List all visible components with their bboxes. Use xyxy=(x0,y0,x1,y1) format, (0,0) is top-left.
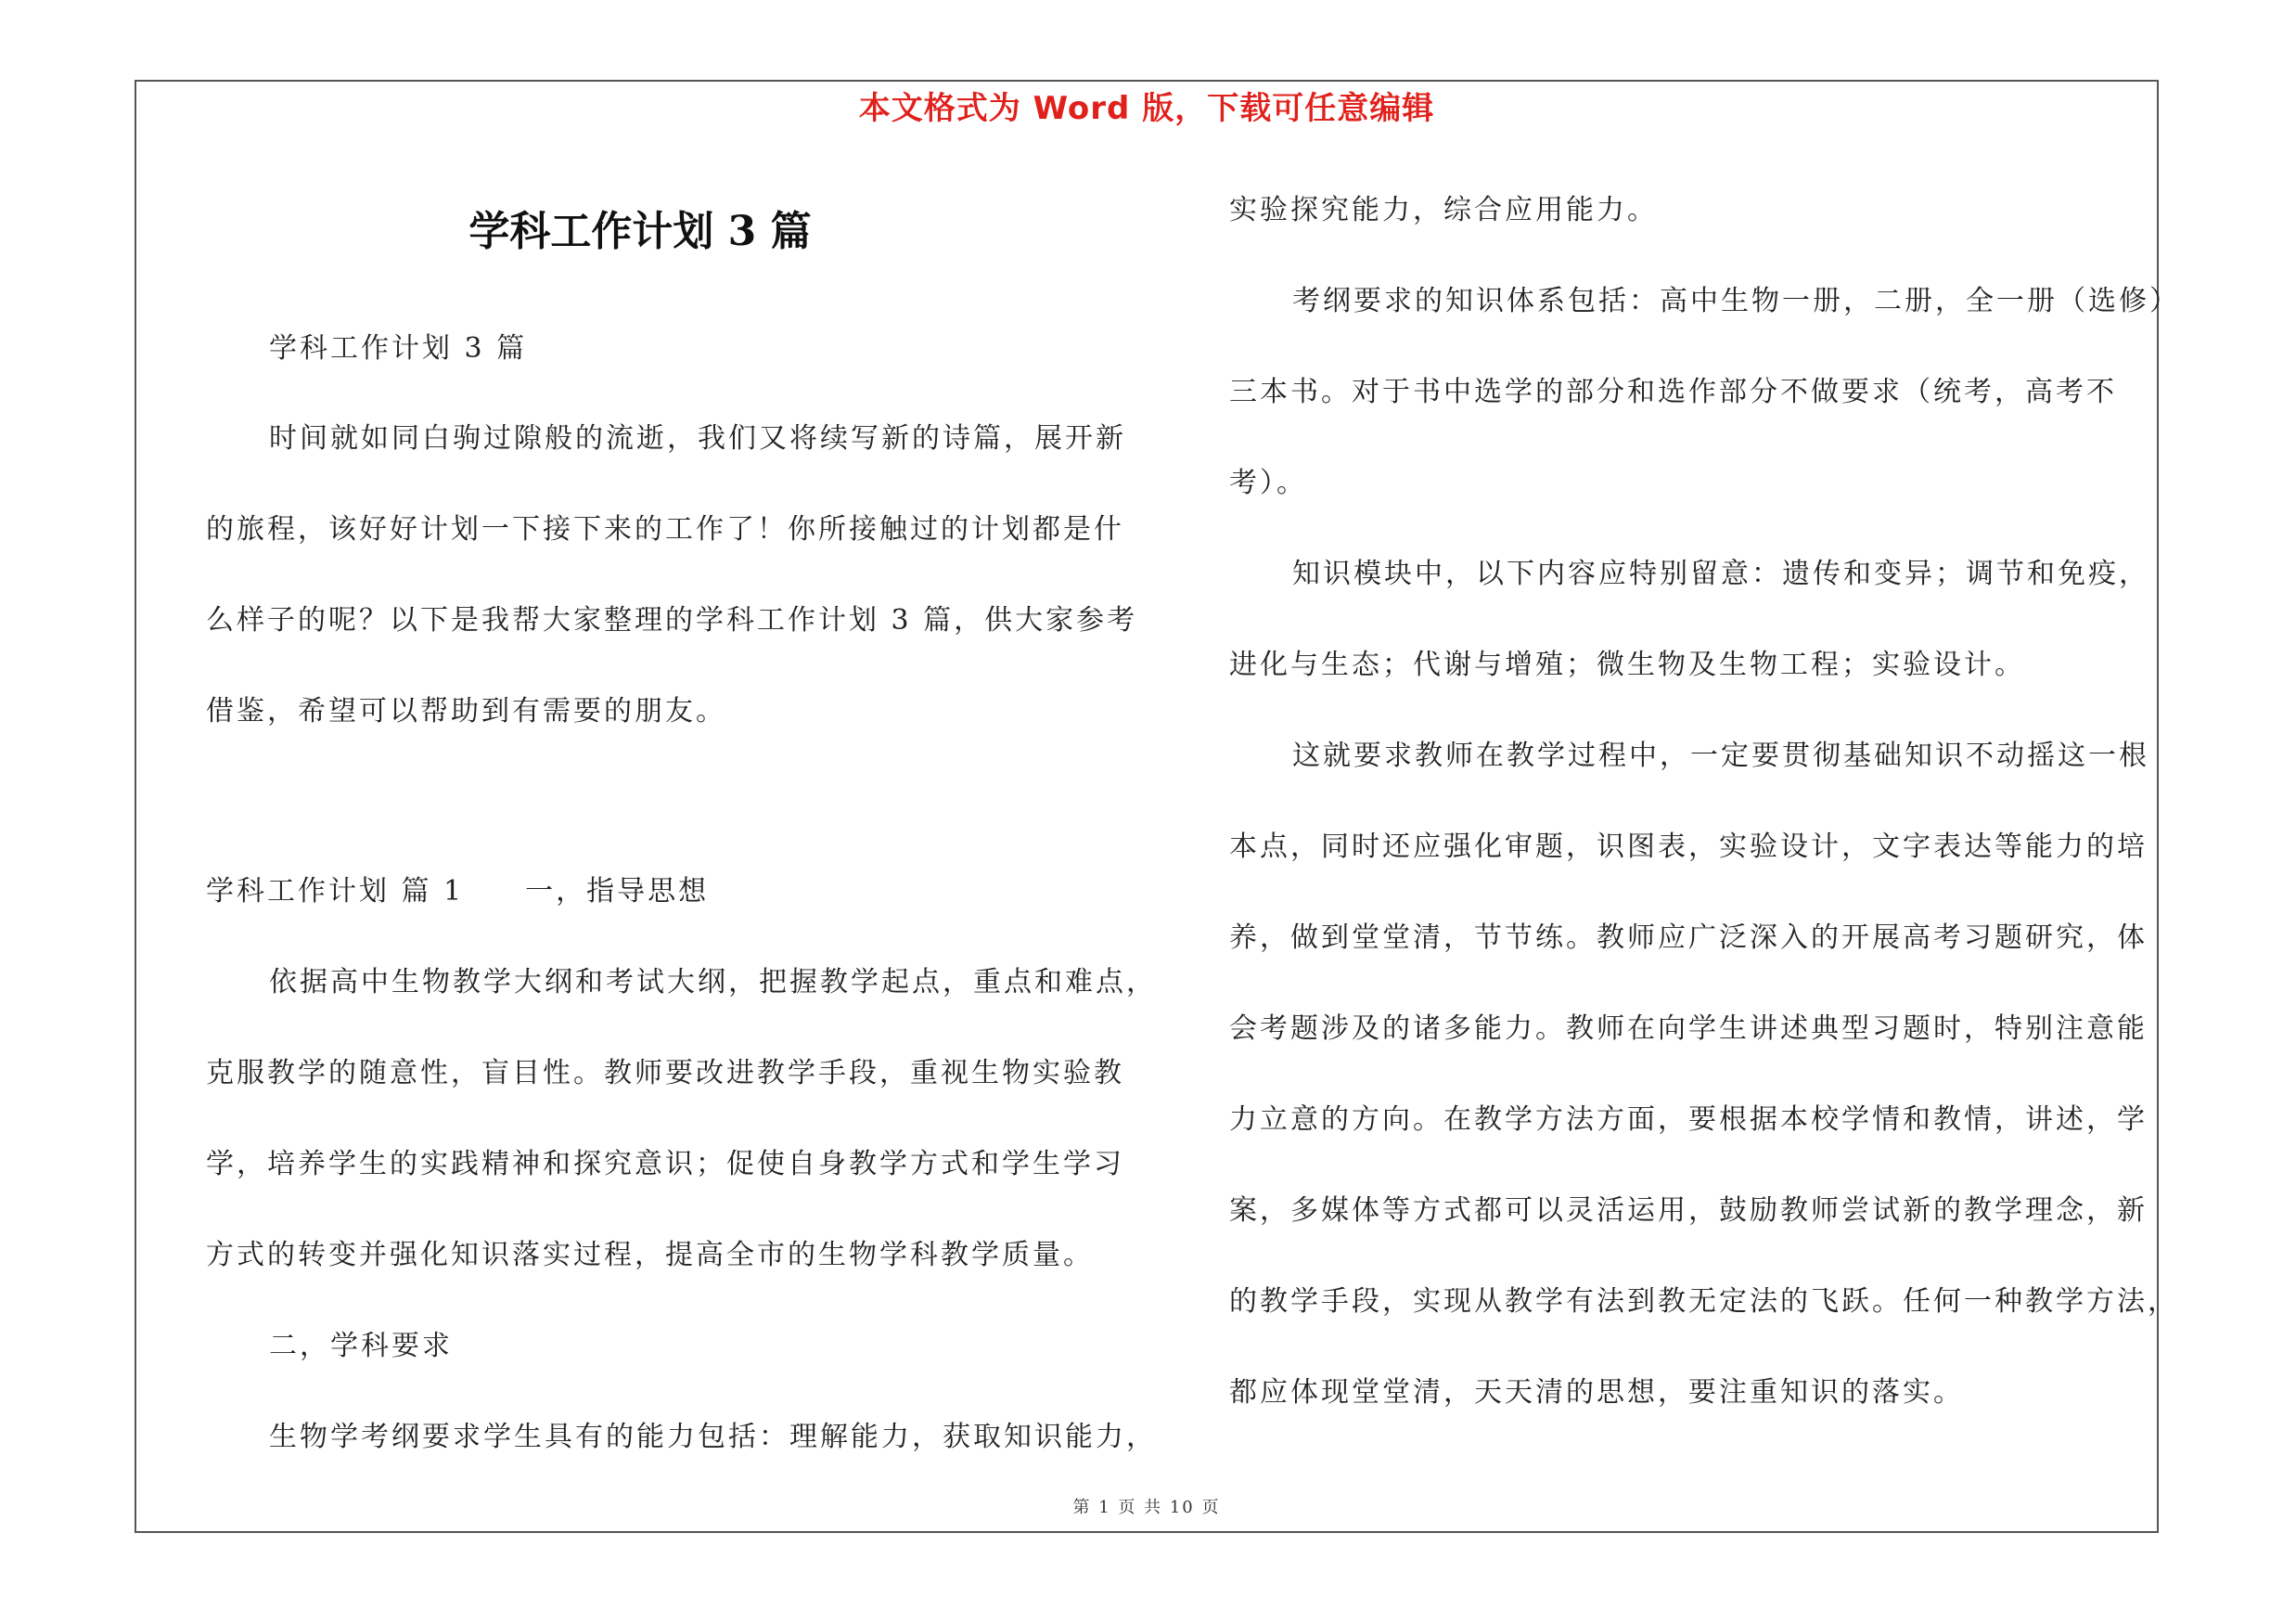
text-line: 学，培养学生的实践精神和探究意识；促使自身教学方式和学生学习 xyxy=(206,1148,1124,1180)
section-heading: 二，学科要求 xyxy=(269,1330,453,1362)
text-line: 学科工作计划 3 篇 xyxy=(269,332,528,365)
text-line: 的教学手段，实现从教学有法到教无定法的飞跃。任何一种教学方法， xyxy=(1229,1285,2178,1318)
text-line: 进化与生态；代谢与增殖；微生物及生物工程；实验设计。 xyxy=(1229,649,2025,681)
text-line: 知识模块中，以下内容应特别留意：遗传和变异；调节和免疫， xyxy=(1292,558,2149,590)
text-line: 么样子的呢？以下是我帮大家整理的学科工作计划 3 篇，供大家参考 xyxy=(206,604,1138,637)
text-line: 力立意的方向。在教学方法方面，要根据本校学情和教情，讲述，学 xyxy=(1229,1103,2148,1136)
page-number: 第 1 页 共 10 页 xyxy=(1072,1498,1221,1517)
text-line: 的旅程，该好好计划一下接下来的工作了！你所接触过的计划都是什 xyxy=(206,513,1124,546)
text-line: 三本书。对于书中选学的部分和选作部分不做要求（统考，高考不 xyxy=(1229,376,2117,408)
section-heading: 学科工作计划 篇 1 一，指导思想 xyxy=(206,875,710,908)
text-line: 克服教学的随意性，盲目性。教师要改进教学手段，重视生物实验教 xyxy=(206,1057,1124,1089)
text-line: 借鉴，希望可以帮助到有需要的朋友。 xyxy=(206,695,726,728)
text-line: 实验探究能力，综合应用能力。 xyxy=(1229,194,1658,226)
text-line: 方式的转变并强化知识落实过程，提高全市的生物学科教学质量。 xyxy=(206,1239,1094,1271)
document-title: 学科工作计划 3 篇 xyxy=(468,208,812,255)
text-line: 生物学考纲要求学生具有的能力包括：理解能力，获取知识能力， xyxy=(269,1421,1157,1453)
text-line: 时间就如同白驹过隙般的流逝，我们又将续写新的诗篇，展开新 xyxy=(269,422,1126,455)
text-line: 本点，同时还应强化审题，识图表，实验设计，文字表达等能力的培 xyxy=(1229,831,2148,863)
text-line: 养，做到堂堂清，节节练。教师应广泛深入的开展高考习题研究，体 xyxy=(1229,921,2148,954)
text-line: 这就要求教师在教学过程中，一定要贯彻基础知识不动摇这一根 xyxy=(1292,740,2149,772)
text-line: 考）。 xyxy=(1229,467,1307,499)
text-line: 案，多媒体等方式都可以灵活运用，鼓励教师尝试新的教学理念，新 xyxy=(1229,1194,2148,1227)
text-line: 考纲要求的知识体系包括：高中生物一册，二册，全一册（选修） xyxy=(1292,285,2180,317)
text-line: 都应体现堂堂清，天天清的思想，要注重知识的落实。 xyxy=(1229,1376,1964,1409)
format-banner: 本文格式为 Word 版，下载可任意编辑 xyxy=(858,90,1435,127)
text-line: 会考题涉及的诸多能力。教师在向学生讲述典型习题时，特别注意能 xyxy=(1229,1012,2148,1045)
text-line: 依据高中生物教学大纲和考试大纲，把握教学起点，重点和难点， xyxy=(269,966,1157,998)
